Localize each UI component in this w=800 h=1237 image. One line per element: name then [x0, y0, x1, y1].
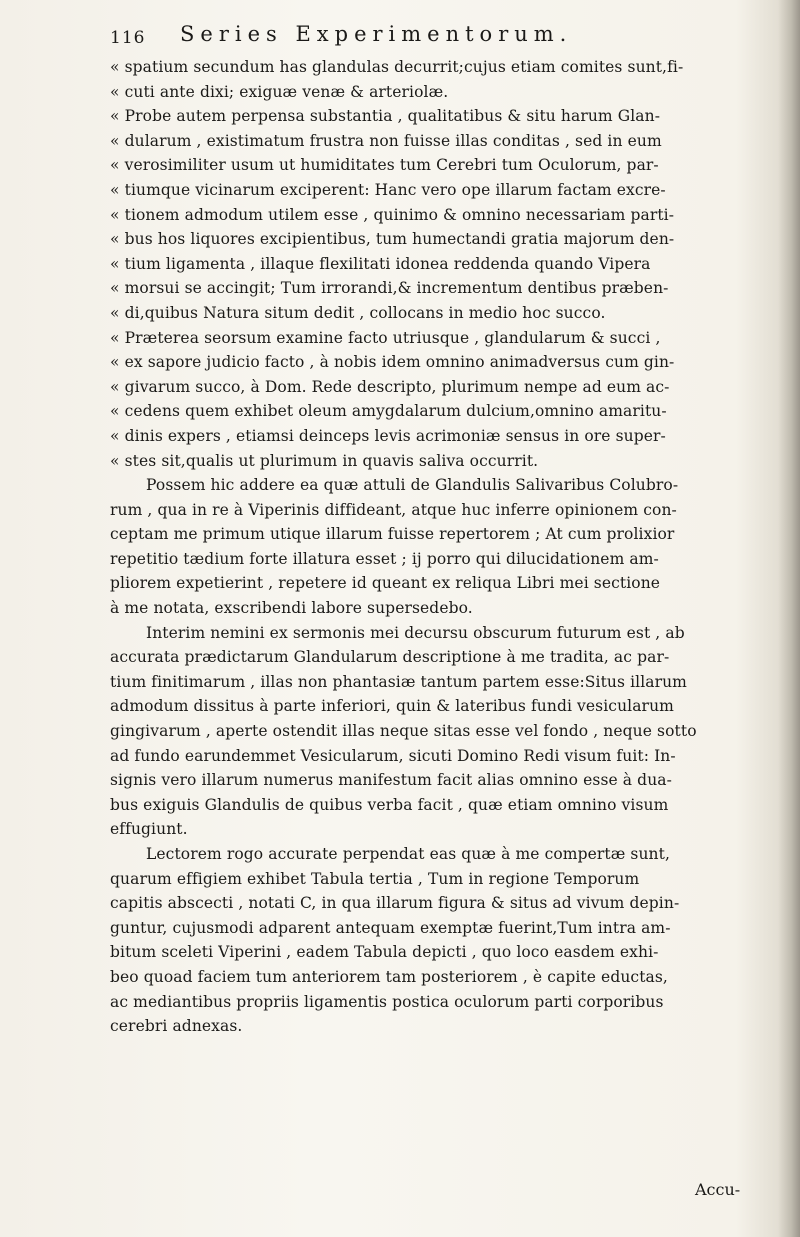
text-line: « Probe autem perpensa substantia , qualitatibus & situ harum Glan- [110, 107, 661, 126]
text-line: bus exiguis Glandulis de quibus verba facit , quæ etiam omnino visum [110, 795, 669, 814]
text-line: ceptam me primum utique illarum fuisse repertorem ; At cum prolixior [110, 525, 675, 544]
text-line: « cedens quem exhibet oleum amygdalarum dulcium,omnino amaritu- [110, 402, 667, 421]
text-line: accurata prædictarum Glandularum descriptione à me tradita, ac par- [110, 648, 670, 667]
text-line: ad fundo earundemmet Vesicularum, sicuti Domino Redi visum fuit: In- [110, 746, 676, 765]
text-line: pliorem expetierint , repetere id queant ex reliqua Libri mei sectione [110, 574, 661, 593]
text-line: bitum sceleti Viperini , eadem Tabula depicti , quo loco easdem exhi- [110, 943, 659, 962]
body-text [110, 55, 780, 1039]
text-line: gingivarum , aperte ostendit illas neque sitas esse vel fondo , neque sotto [110, 722, 697, 741]
text-line: guntur, cujusmodi adparent antequam exemptæ fuerint,Tum intra am- [110, 918, 671, 937]
paragraph-start-line: Interim nemini ex sermonis mei decursu obscurum futurum est , ab [146, 623, 685, 642]
text-line: tium finitimarum , illas non phantasiæ tantum partem esse:Situs illarum [110, 672, 687, 691]
text-line: « ex sapore judicio facto , à nobis idem omnino animadversus cum gin- [110, 353, 675, 372]
running-title: Series Experimentorum. [180, 22, 573, 46]
paragraph-start-line: Possem hic addere ea quæ attuli de Glandulis Salivaribus Colubro- [146, 476, 679, 495]
text-line: « tionem admodum utilem esse , quinimo & omnino necessariam parti- [110, 205, 675, 224]
text-line: repetitio tædium forte illatura esset ; ij porro qui dilucidationem am- [110, 549, 659, 568]
text-line: signis vero illarum numerus manifestum facit alias omnino esse à dua- [110, 771, 672, 790]
text-line: « dinis expers , etiamsi deinceps levis acrimoniæ sensus in ore super- [110, 426, 666, 445]
text-line: « bus hos liquores excipientibus, tum humectandi gratia majorum den- [110, 230, 675, 249]
text-line: à me notata, exscribendi labore supersedebo. [110, 599, 473, 618]
running-head [100, 22, 700, 52]
text-line: « tium ligamenta , illaque flexilitati idonea reddenda quando Vipera [110, 254, 651, 273]
text-line: « tiumque vicinarum exciperent: Hanc vero ope illarum factam excre- [110, 180, 666, 199]
text-line: « Præterea seorsum examine facto utriusque , glandularum & succi , [110, 328, 661, 347]
catchword: Accu- [695, 1180, 741, 1199]
text-line: « givarum succo, à Dom. Rede descripto, plurimum nempe ad eum ac- [110, 377, 670, 396]
paragraph-start-line: Lectorem rogo accurate perpendat eas quæ à me compertæ sunt, [146, 845, 670, 863]
text-line: rum , qua in re à Viperinis diffideant, atque huc inferre opinionem con- [110, 500, 677, 519]
text-line: « di,quibus Natura situm dedit , collocans in medio hoc succo. [110, 303, 606, 322]
text-line: cerebri adnexas. [110, 1017, 243, 1036]
page-number: 116 [110, 28, 146, 48]
text-line: beo quoad faciem tum anteriorem tam posteriorem , è capite eductas, [110, 967, 668, 986]
text-line: « cuti ante dixi; exiguæ venæ & arteriolæ. [110, 82, 449, 101]
text-line: « dularum , existimatum frustra non fuisse illas conditas , sed in eum [110, 131, 662, 150]
text-line: admodum dissitus à parte inferiori, quin & lateribus fundi vesicularum [110, 697, 674, 716]
text-line: effugiunt. [110, 820, 188, 839]
text-line: ac mediantibus propriis ligamentis postica oculorum parti corporibus [110, 992, 664, 1011]
text-line: quarum effigiem exhibet Tabula tertia , Tum in regione Temporum [110, 869, 640, 888]
text-line: capitis abscecti , notati C, in qua illarum figura & situs ad vivum depin- [110, 894, 680, 913]
page-gutter-shadow [778, 0, 800, 1237]
text-line: « morsui se accingit; Tum irrorandi,& incrementum dentibus præben- [110, 279, 669, 298]
text-line: « verosimiliter usum ut humiditates tum Cerebri tum Oculorum, par- [110, 156, 659, 175]
text-line: « stes sit,qualis ut plurimum in quavis saliva occurrit. [110, 451, 539, 470]
text-line: « spatium secundum has glandulas decurrit;cujus etiam comites sunt,fi- [110, 58, 684, 76]
